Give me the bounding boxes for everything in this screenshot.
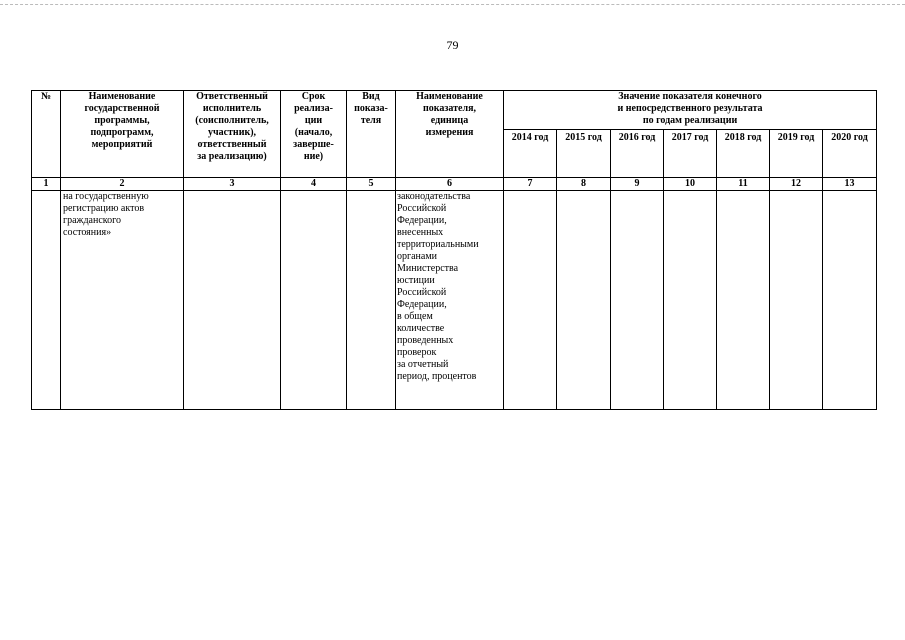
header-line: участник),: [207, 127, 257, 138]
cell-value-2014: [504, 191, 557, 410]
header-year-2017: 2017 год: [664, 130, 717, 178]
column-number: 9: [611, 178, 664, 191]
header-line: Ответственный: [196, 91, 268, 102]
header-line: показателя,: [422, 103, 476, 114]
cell-line: на государственную: [63, 191, 149, 202]
header-line: заверше-: [293, 139, 334, 150]
header-indicator-type: [347, 91, 396, 178]
column-number: 5: [347, 178, 396, 191]
cell-value-2019: [770, 191, 823, 410]
header-line: исполнитель: [202, 103, 262, 114]
header-line: мероприятий: [91, 139, 153, 150]
header-number: №: [32, 91, 61, 178]
header-line: (начало,: [294, 127, 333, 138]
header-line: (соисполнитель,: [195, 115, 269, 126]
header-line: Наименование: [88, 91, 156, 102]
header-line: Срок: [301, 91, 326, 102]
column-number: 12: [770, 178, 823, 191]
cell-program-name: [61, 191, 184, 410]
header-line: показа-: [354, 103, 388, 114]
cell-line: проведенных: [397, 335, 454, 346]
header-line: ции: [304, 115, 323, 126]
cell-value-2015: [557, 191, 611, 410]
scan-top-edge: [0, 0, 905, 5]
header-responsible: [184, 91, 281, 178]
cell-number: [32, 191, 61, 410]
header-year-2015: 2015 год: [557, 130, 611, 178]
header-term: [281, 91, 347, 178]
column-number: 8: [557, 178, 611, 191]
cell-responsible: [184, 191, 281, 410]
column-number: 1: [32, 178, 61, 191]
header-line: измерения: [425, 127, 474, 138]
cell-indicator-name: [396, 191, 504, 410]
header-line: государственной: [84, 103, 160, 114]
header-line: и непосредственного результата: [617, 103, 763, 114]
cell-line: регистрацию актов: [63, 203, 145, 214]
cell-line: проверок: [397, 347, 437, 358]
cell-line: в общем: [397, 311, 433, 322]
column-number: 11: [717, 178, 770, 191]
cell-line: период, процентов: [397, 371, 477, 382]
cell-value-2020: [823, 191, 877, 410]
cell-line: Федерации,: [397, 299, 447, 310]
header-line: Наименование: [416, 91, 483, 102]
cell-line: гражданского: [63, 215, 121, 226]
header-line: подпрограмм,: [90, 127, 154, 138]
cell-line: юстиции: [397, 275, 435, 286]
cell-indicator-type: [347, 191, 396, 410]
header-line: программы,: [94, 115, 150, 126]
cell-line: территориальными: [397, 239, 479, 250]
page-number: 79: [446, 38, 459, 52]
header-program-name: [61, 91, 184, 178]
cell-line: за отчетный: [397, 359, 449, 370]
cell-line: органами: [397, 251, 438, 262]
program-indicators-table: [31, 90, 877, 410]
header-line: за реализацию): [197, 151, 267, 162]
header-year-2019: 2019 год: [770, 130, 823, 178]
header-line: ответственный: [197, 139, 267, 150]
cell-line: Министерства: [397, 263, 459, 274]
cell-line: Российской: [397, 203, 447, 214]
cell-line: состояния»: [63, 227, 112, 238]
cell-line: количестве: [397, 323, 445, 334]
cell-value-2017: [664, 191, 717, 410]
header-values-group: [504, 91, 877, 130]
cell-line: законодательства: [397, 191, 471, 202]
header-year-2016: 2016 год: [611, 130, 664, 178]
cell-line: Российской: [397, 287, 447, 298]
header-year-2020: 2020 год: [823, 130, 877, 178]
header-line: реализа-: [294, 103, 333, 114]
column-number: 6: [396, 178, 504, 191]
cell-value-2016: [611, 191, 664, 410]
header-year-2018: 2018 год: [717, 130, 770, 178]
column-number: 10: [664, 178, 717, 191]
header-line: по годам реализации: [642, 115, 738, 126]
header-line: единица: [430, 115, 469, 126]
column-number: 7: [504, 178, 557, 191]
table-row: [32, 191, 877, 410]
cell-value-2018: [717, 191, 770, 410]
header-indicator-name: [396, 91, 504, 178]
column-numbers-row: [32, 178, 877, 191]
header-line: Значение показателя конечного: [618, 91, 762, 102]
header-line: теля: [360, 115, 382, 126]
cell-line: Федерации,: [397, 215, 447, 226]
cell-term: [281, 191, 347, 410]
header-row-1: [32, 91, 877, 130]
column-number: 2: [61, 178, 184, 191]
header-year-2014: 2014 год: [504, 130, 557, 178]
header-line: Вид: [362, 91, 380, 102]
column-number: 4: [281, 178, 347, 191]
header-line: ние): [303, 151, 324, 162]
cell-line: внесенных: [397, 227, 444, 238]
column-number: 3: [184, 178, 281, 191]
column-number: 13: [823, 178, 877, 191]
